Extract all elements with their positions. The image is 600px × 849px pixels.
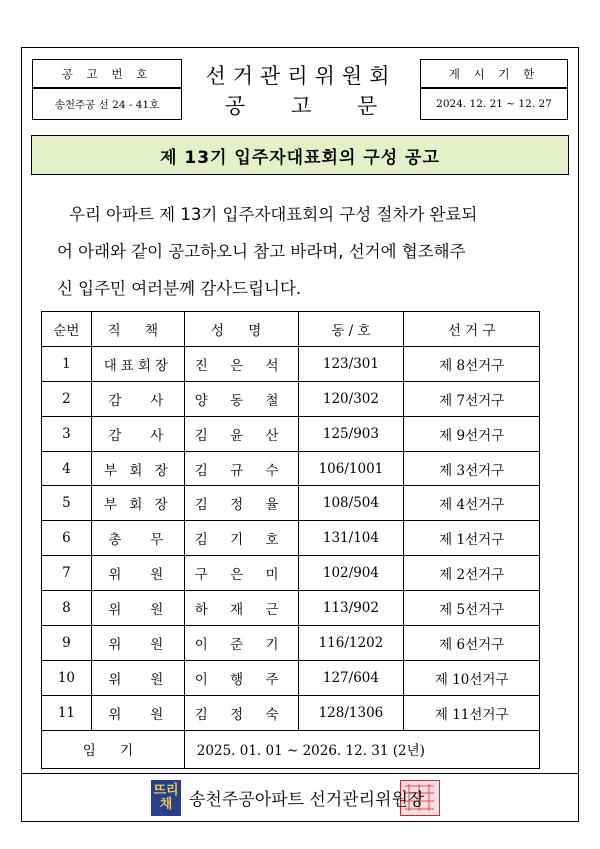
cell-seq: 4: [42, 451, 92, 486]
footer-divider: [21, 773, 579, 774]
cell-position: 위 원: [91, 626, 184, 661]
cell-dong-ho: 123/301: [298, 346, 404, 381]
cell-dong-ho: 113/902: [298, 591, 404, 626]
cell-district: 제 11선거구: [404, 695, 540, 730]
posting-period-value: 2024. 12. 21 ~ 12. 27: [420, 88, 568, 120]
cell-position: 부 회 장: [91, 486, 184, 521]
cell-district: 제 5선거구: [404, 591, 540, 626]
intro-line-3: 신 입주민 여러분께 감사드립니다.: [57, 279, 302, 298]
cell-seq: 8: [42, 591, 92, 626]
cell-seq: 10: [42, 660, 92, 695]
cell-seq: 6: [42, 521, 92, 556]
cell-name: 김 기 호: [184, 521, 298, 556]
cell-name: 김 윤 산: [184, 416, 298, 451]
term-label: 임 기: [42, 730, 185, 768]
cell-position: 위 원: [91, 695, 184, 730]
intro-line-2: 어 아래와 같이 공고하오니 참고 바라며, 선거에 협조해주: [57, 242, 466, 261]
cell-name: 김 규 수: [184, 451, 298, 486]
cell-seq: 3: [42, 416, 92, 451]
cell-district: 제 10선거구: [404, 660, 540, 695]
cell-name: 구 은 미: [184, 556, 298, 591]
cell-dong-ho: 120/302: [298, 381, 404, 416]
notice-number-label: 공 고 번 호: [32, 59, 182, 88]
organization-name: 선거관리위원회: [205, 63, 397, 88]
cell-position: 총 무: [91, 521, 184, 556]
document-type-char-2: 고: [290, 94, 312, 118]
apartment-logo: [151, 780, 181, 816]
cell-position: 위 원: [91, 556, 184, 591]
cell-seq: 1: [42, 346, 92, 381]
cell-name: 김 정 숙: [184, 695, 298, 730]
header-name: 성 명: [184, 312, 298, 347]
cell-position: 대표회장: [91, 346, 184, 381]
cell-position: 위 원: [91, 660, 184, 695]
cell-name: 김 정 율: [184, 486, 298, 521]
cell-district: 제 4선거구: [404, 486, 540, 521]
cell-district: 제 7선거구: [404, 381, 540, 416]
header-seq: 순번: [42, 312, 92, 347]
cell-seq: 9: [42, 626, 92, 661]
cell-district: 제 8선거구: [404, 346, 540, 381]
document-type: [188, 90, 414, 120]
cell-seq: 2: [42, 381, 92, 416]
table-row: [42, 626, 540, 661]
cell-dong-ho: 106/1001: [298, 451, 404, 486]
cell-position: 감 사: [91, 416, 184, 451]
issuer-name: 송천주공아파트 선거관리위원장: [189, 789, 425, 810]
header-position: 직 책: [91, 312, 184, 347]
cell-name: 진 은 석: [184, 346, 298, 381]
cell-seq: 5: [42, 486, 92, 521]
posting-period-label: 게 시 기 한: [420, 59, 568, 88]
cell-name: 이 행 주: [184, 660, 298, 695]
table-row: [42, 591, 540, 626]
members-table: [41, 311, 540, 769]
logo-line-1: 뜨리: [153, 783, 179, 798]
intro-paragraph: [57, 196, 557, 307]
cell-position: 위 원: [91, 591, 184, 626]
cell-position: 감 사: [91, 381, 184, 416]
cell-dong-ho: 128/1306: [298, 695, 404, 730]
cell-dong-ho: 125/903: [298, 416, 404, 451]
table-header-row: [42, 312, 540, 347]
table-row: [42, 416, 540, 451]
notice-number-value: 송천주공 선 24 - 41호: [32, 88, 182, 120]
cell-dong-ho: 102/904: [298, 556, 404, 591]
table-row: [42, 660, 540, 695]
cell-seq: 7: [42, 556, 92, 591]
document-type-char-1: 공: [224, 94, 246, 118]
table-row: [42, 486, 540, 521]
cell-dong-ho: 131/104: [298, 521, 404, 556]
table-row: [42, 346, 540, 381]
header-dong-ho: 동 / 호: [298, 312, 404, 347]
notice-title: 제 13기 입주자대표회의 구성 공고: [31, 135, 569, 175]
cell-district: 제 6선거구: [404, 626, 540, 661]
cell-district: 제 1선거구: [404, 521, 540, 556]
cell-name: 이 준 기: [184, 626, 298, 661]
cell-district: 제 9선거구: [404, 416, 540, 451]
header-district: 선 거 구: [404, 312, 540, 347]
cell-seq: 11: [42, 695, 92, 730]
cell-name: 하 재 근: [184, 591, 298, 626]
cell-dong-ho: 108/504: [298, 486, 404, 521]
document-type-char-3: 문: [356, 94, 378, 118]
cell-district: 제 3선거구: [404, 451, 540, 486]
table-row: [42, 381, 540, 416]
term-value: 2025. 01. 01 ~ 2026. 12. 31 (2년): [184, 730, 539, 768]
term-row: [42, 730, 540, 768]
cell-dong-ho: 127/604: [298, 660, 404, 695]
table-row: [42, 556, 540, 591]
table-row: [42, 695, 540, 730]
logo-line-2: 채: [159, 797, 173, 812]
cell-dong-ho: 116/1202: [298, 626, 404, 661]
cell-name: 양 동 철: [184, 381, 298, 416]
cell-position: 부 회 장: [91, 451, 184, 486]
cell-district: 제 2선거구: [404, 556, 540, 591]
intro-line-1: 우리 아파트 제 13기 입주자대표회의 구성 절차가 완료되: [69, 205, 478, 224]
table-row: [42, 521, 540, 556]
table-row: [42, 451, 540, 486]
